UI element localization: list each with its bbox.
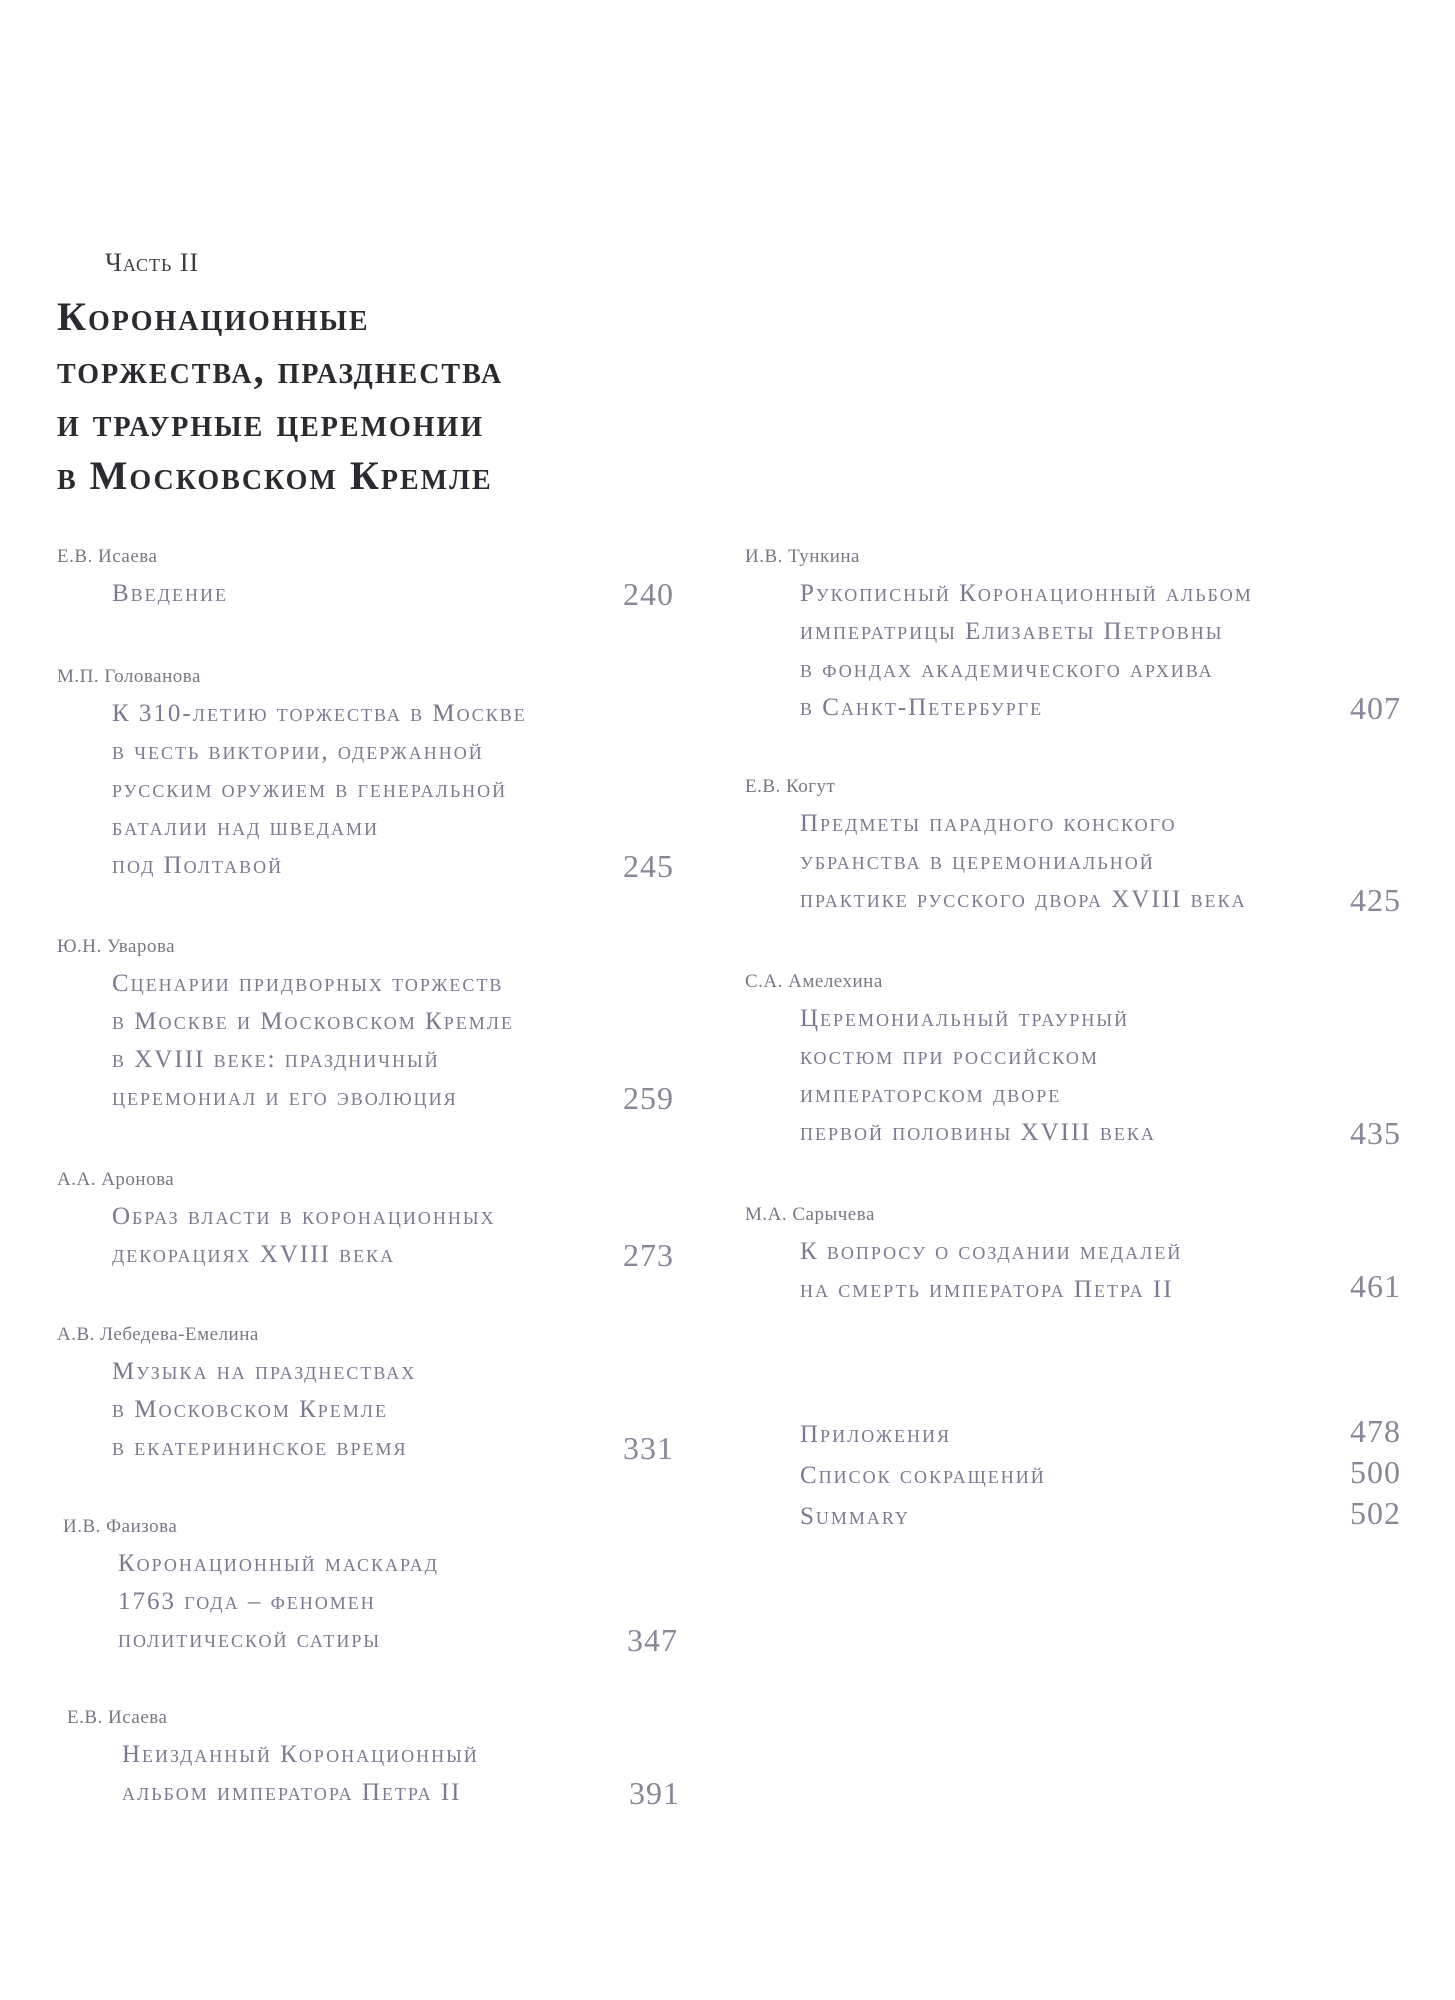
entry-author: И.В. Фаизова bbox=[63, 1516, 178, 1537]
entry-title-line: политической сатиры bbox=[118, 1626, 382, 1653]
entry-title-line: Рукописный Коронационный альбом bbox=[800, 580, 1253, 607]
entry-page-number: 331 bbox=[623, 1430, 674, 1466]
entry-title bbox=[112, 575, 674, 613]
entry-title-line: баталии над шведами bbox=[112, 814, 380, 841]
toc-entry[interactable] bbox=[745, 970, 1401, 1152]
entry-title-line: под Полтавой bbox=[112, 852, 284, 879]
entry-title-line: костюм при российском bbox=[800, 1043, 1099, 1070]
entry-author: С.А. Амелехина bbox=[745, 971, 883, 992]
entry-author: Е.В. Исаева bbox=[57, 546, 158, 567]
entry-title-line: церемониал и его эволюция bbox=[112, 1084, 458, 1111]
part-label: Часть II bbox=[105, 248, 200, 277]
entry-page-number: 259 bbox=[623, 1080, 674, 1116]
entry-title bbox=[800, 805, 1401, 919]
entry-title-line: в честь виктории, одержанной bbox=[112, 738, 484, 765]
entry-title-line: императрицы Елизаветы Петровны bbox=[800, 618, 1224, 645]
entry-title bbox=[800, 1000, 1401, 1152]
entry-title bbox=[118, 1545, 678, 1659]
entry-title-line: Церемониальный траурный bbox=[800, 1005, 1130, 1032]
entry-page-number: 461 bbox=[1350, 1268, 1401, 1304]
entry-page-number: 240 bbox=[623, 576, 674, 612]
entry-title-line: Коронационный маскарад bbox=[118, 1550, 439, 1577]
entry-title bbox=[112, 1353, 674, 1467]
entry-title bbox=[112, 695, 674, 885]
entry-title bbox=[800, 575, 1401, 727]
entry-title-line: в Московском Кремле bbox=[112, 1396, 388, 1423]
appendix-page-number: 500 bbox=[1350, 1454, 1401, 1490]
toc-entry[interactable] bbox=[57, 1323, 674, 1467]
part-title-line: и траурные церемонии bbox=[57, 400, 485, 445]
entry-title-line: К вопросу о создании медалей bbox=[800, 1238, 1183, 1265]
entry-page-number: 435 bbox=[1350, 1115, 1401, 1151]
appendix-label: Summary bbox=[800, 1503, 910, 1530]
part-title bbox=[57, 290, 757, 502]
toc-entry[interactable] bbox=[57, 935, 674, 1117]
appendix-label: Список сокращений bbox=[800, 1462, 1046, 1489]
entry-page-number: 245 bbox=[623, 848, 674, 884]
appendix-label: Приложения bbox=[800, 1421, 951, 1448]
entry-title-line: Сценарии придворных торжеств bbox=[112, 970, 504, 997]
entry-page-number: 425 bbox=[1350, 882, 1401, 918]
entry-author: М.П. Голованова bbox=[57, 666, 201, 687]
entry-author: И.В. Тункина bbox=[745, 546, 860, 567]
toc-entry[interactable] bbox=[57, 665, 674, 885]
entry-page-number: 273 bbox=[623, 1237, 674, 1273]
entry-title-line: в фондах академического архива bbox=[800, 656, 1214, 683]
entry-title bbox=[122, 1736, 680, 1812]
toc-entry[interactable] bbox=[745, 1203, 1401, 1309]
toc-entry[interactable] bbox=[67, 1706, 680, 1812]
entry-title-line: русским оружием в генеральной bbox=[112, 776, 508, 803]
entry-title bbox=[112, 965, 674, 1117]
entry-page-number: 391 bbox=[629, 1775, 680, 1811]
toc-entry[interactable] bbox=[63, 1515, 678, 1659]
entry-page-number: 347 bbox=[627, 1622, 678, 1658]
appendix-item[interactable] bbox=[800, 1495, 1401, 1536]
entry-title-line: Неизданный Коронационный bbox=[122, 1741, 479, 1768]
entry-title-line: в Санкт-Петербурге bbox=[800, 694, 1044, 721]
entry-title-line: в екатерининское время bbox=[112, 1434, 408, 1461]
entry-title bbox=[800, 1233, 1401, 1309]
part-title-line: Коронационные bbox=[57, 294, 370, 339]
entry-title-line: первой половины XVIII века bbox=[800, 1119, 1156, 1146]
part-title-line: торжества, празднества bbox=[57, 347, 504, 392]
appendix-list bbox=[800, 1413, 1401, 1536]
entry-title-line: К 310-летию торжества в Москве bbox=[112, 700, 527, 727]
entry-title bbox=[112, 1198, 674, 1274]
appendix-page-number: 478 bbox=[1350, 1413, 1401, 1449]
entry-title-line: в XVIII веке: праздничный bbox=[112, 1046, 440, 1073]
entry-title-line: на смерть императора Петра II bbox=[800, 1276, 1174, 1303]
toc-entry[interactable] bbox=[57, 1168, 674, 1274]
entry-page-number: 407 bbox=[1350, 690, 1401, 726]
entry-title-line: Музыка на празднествах bbox=[112, 1358, 417, 1385]
entry-title-line: убранства в церемониальной bbox=[800, 848, 1155, 875]
toc-entry[interactable] bbox=[745, 775, 1401, 919]
entry-title-line: 1763 года – феномен bbox=[118, 1588, 376, 1615]
entry-title-line: Предметы парадного конского bbox=[800, 810, 1177, 837]
toc-entry[interactable] bbox=[745, 545, 1401, 727]
entry-title-line: практике русского двора XVIII века bbox=[800, 886, 1247, 913]
entry-author: А.А. Аронова bbox=[57, 1169, 175, 1190]
entry-author: М.А. Сарычева bbox=[745, 1204, 875, 1225]
entry-title-line: декорациях XVIII века bbox=[112, 1241, 396, 1268]
entry-title-line: в Москве и Московском Кремле bbox=[112, 1008, 514, 1035]
entry-author: Е.В. Когут bbox=[745, 776, 836, 797]
toc-entry[interactable] bbox=[57, 545, 674, 613]
part-title-line: в Московском Кремле bbox=[57, 453, 493, 498]
entry-title-line: Образ власти в коронационных bbox=[112, 1203, 496, 1230]
entry-title-line: императорском дворе bbox=[800, 1081, 1062, 1108]
entry-title-line: Введение bbox=[112, 580, 228, 607]
entry-author: А.В. Лебедева-Емелина bbox=[57, 1324, 259, 1345]
appendix-page-number: 502 bbox=[1350, 1495, 1401, 1531]
entry-author: Ю.Н. Уварова bbox=[57, 936, 176, 957]
appendix-item[interactable] bbox=[800, 1413, 1401, 1454]
appendix-item[interactable] bbox=[800, 1454, 1401, 1495]
entry-author: Е.В. Исаева bbox=[67, 1707, 168, 1728]
entry-title-line: альбом императора Петра II bbox=[122, 1779, 462, 1806]
